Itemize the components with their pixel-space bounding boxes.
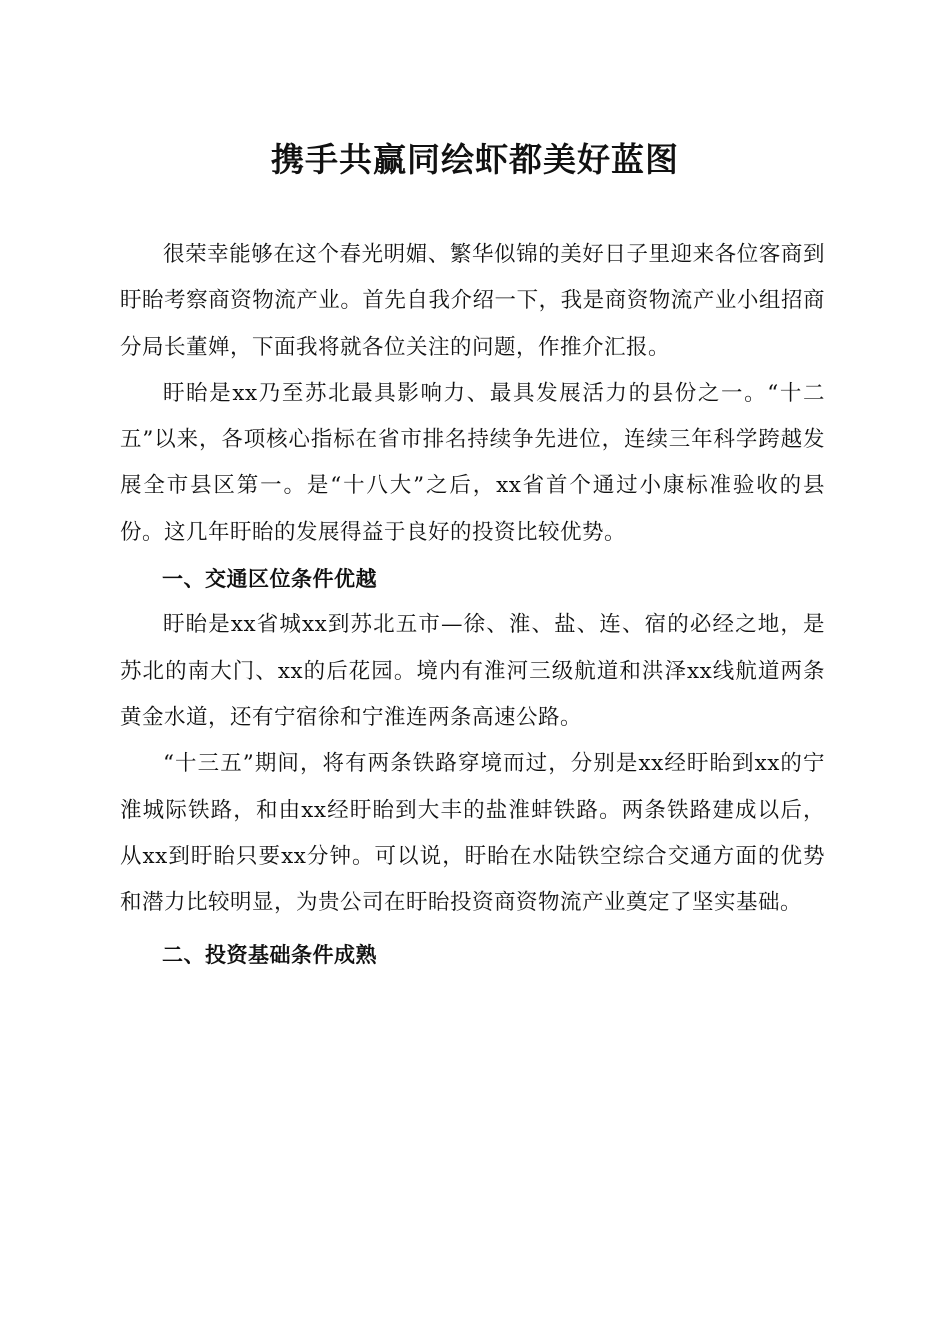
document-body (120, 232, 825, 979)
paragraph-railway-plans: “十三五”期间，将有两条铁路穿境而过，分别是xx经盱眙到xx的宁淮城际铁路，和由xx经盱眙到大丰的盐淮蚌铁路。两条铁路建成以后，从xx到盱眙只要xx分钟。可以说，盱眙在水陆铁空综合交通方面的优势和潜力比较明显，为贵公司在盱眙投资商资物流产业奠定了坚实基础。 (120, 751, 825, 916)
paragraph-transport-location: 盱眙是xx省城xx到苏北五市—徐、淮、盐、连、宿的必经之地，是苏北的南大门、xx的后花园。境内有淮河三级航道和洪泽xx线航道两条黄金水道，还有宁宿徐和宁淮连两条高速公路。 (120, 612, 825, 730)
paragraph-introduction: 很荣幸能够在这个春光明媚、繁华似锦的美好日子里迎来各位客商到盱眙考察商资物流产业。首先自我介绍一下，我是商资物流产业小组招商分局长董婵，下面我将就各位关注的问题，作推介汇报。 (120, 242, 825, 360)
document-title: 携手共赢同绘虾都美好蓝图 (271, 140, 679, 179)
section-heading-investment: 二、投资基础条件成熟 (162, 943, 377, 968)
section-heading-transport: 一、交通区位条件优越 (162, 567, 377, 592)
paragraph-county-overview: 盱眙是xx乃至苏北最具影响力、最具发展活力的县份之一。“十二五”以来，各项核心指标在省市排名持续争先进位，连续三年科学跨越发展全市县区第一。是“十八大”之后，xx省首个通过小康标准验收的县份。这几年盱眙的发展得益于良好的投资比较优势。 (120, 380, 825, 545)
